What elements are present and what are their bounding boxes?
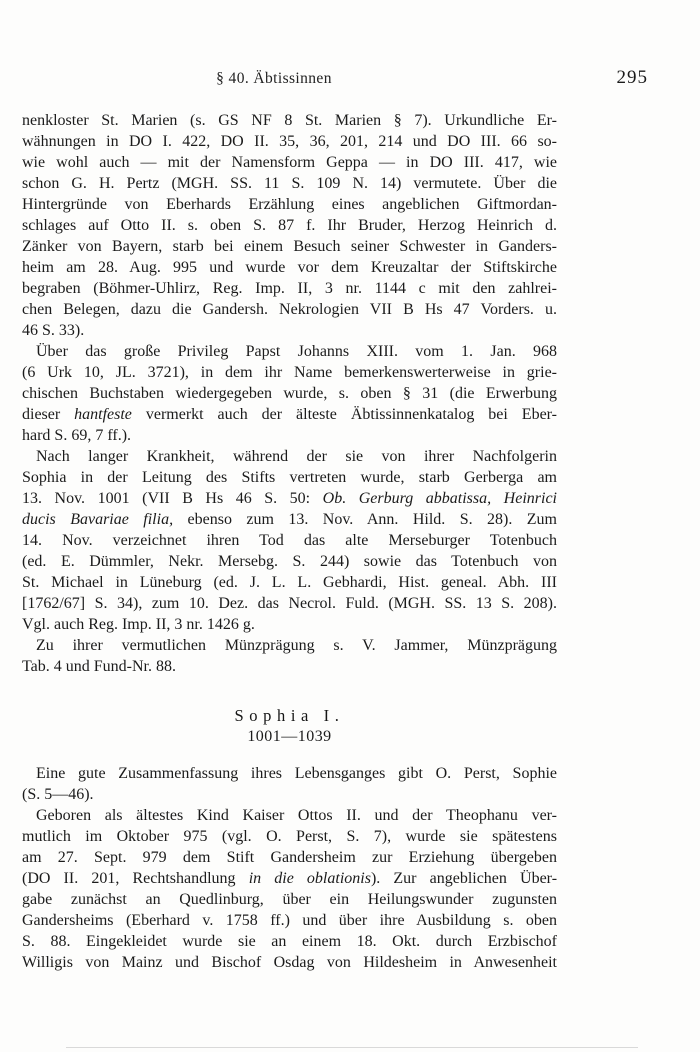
text-run: Willigis von Mainz und Bischof Osdag von Hildesheim in Anwesenheit — [22, 954, 557, 971]
text-line — [22, 110, 557, 131]
text-run: Vgl. auch Reg. Imp. II, 3 nr. 1426 g. — [22, 616, 255, 633]
text-run: ). Zur angeblichen Über- — [370, 870, 557, 887]
text-run: (6 Urk 10, JL. 3721), in dem ihr Name bemerkenswerterweise in grie- — [22, 364, 557, 381]
text-line — [22, 889, 557, 910]
text-line — [22, 826, 557, 847]
text-run: hard S. 69, 7 ff.). — [22, 427, 132, 444]
section-dates: 1001—1039 — [247, 728, 332, 745]
text-run: (DO II. 201, Rechtshandlung — [22, 870, 249, 887]
text-run: St. Michael in Lüneburg (ed. J. L. L. Gebhardi, Hist. geneal. Abh. III — [22, 574, 557, 591]
italic-run: Ob. Gerburg abbatissa, Heinrici — [322, 490, 557, 507]
paragraph — [22, 341, 557, 446]
text-run: nenkloster St. Marien (s. GS NF 8 St. Marien § 7). Urkundliche Er- — [22, 112, 557, 129]
text-line — [22, 847, 557, 868]
text-line — [22, 194, 557, 215]
text-run: 14. Nov. verzeichnet ihren Tod das alte Merseburger Totenbuch — [22, 532, 557, 549]
text-line — [22, 952, 557, 973]
italic-run: hantfeste — [74, 406, 132, 423]
text-line — [22, 656, 557, 677]
text-run: wähnungen in DO I. 422, DO II. 35, 36, 201, 214 und DO III. 66 so- — [22, 133, 557, 150]
text-line — [22, 530, 557, 551]
text-run: heim am 28. Aug. 995 und wurde vor dem Kreuzaltar der Stiftskirche — [22, 259, 557, 276]
text-line — [22, 383, 557, 404]
text-run: gabe zunächst an Quedlinburg, über ein Heilungswunder zugunsten — [22, 891, 557, 908]
text-run: schon G. H. Pertz (MGH. SS. 11 S. 109 N. 14) vermutete. Über die — [22, 175, 557, 192]
text-line — [22, 910, 557, 931]
text-run: Nach langer Krankheit, während der sie von ihrer Nachfolgerin — [36, 448, 557, 465]
text-line — [22, 488, 557, 509]
paragraph — [22, 110, 557, 341]
text-run: Über das große Privileg Papst Johanns XIII. vom 1. Jan. 968 — [36, 343, 557, 360]
page-header — [0, 67, 700, 94]
text-line — [22, 931, 557, 952]
text-line — [22, 614, 557, 635]
text-line — [22, 572, 557, 593]
text-run: schlages auf Otto II. s. oben S. 87 f. Ihr Bruder, Herzog Heinrich d. — [22, 217, 557, 234]
text-run: ebenso zum 13. Nov. Ann. Hild. S. 28). Zum — [173, 511, 557, 528]
text-line — [22, 425, 557, 446]
text-line — [22, 784, 557, 805]
page-edge-line — [66, 1047, 638, 1048]
text-line — [22, 509, 557, 530]
text-run: (S. 5—46). — [22, 786, 94, 803]
text-line — [22, 320, 557, 341]
text-run: Zu ihrer vermutlichen Münzprägung s. V. Jammer, Münzprägung — [36, 637, 557, 654]
italic-run: ducis Bavariae filia, — [22, 511, 174, 528]
text-line — [22, 635, 557, 656]
text-run: (ed. E. Dümmler, Nekr. Mersebg. S. 244) sowie das Totenbuch von — [22, 553, 557, 570]
text-run: S. 88. Eingekleidet wurde sie an einem 18. Okt. durch Erzbischof — [22, 933, 557, 950]
text-run: chen Belegen, dazu die Gandersh. Nekrologien VII B Hs 47 Vorders. u. — [22, 301, 557, 318]
text-run: vermerkt auch der älteste Äbtissinnenkatalog bei Eber- — [131, 406, 557, 423]
text-line — [22, 257, 557, 278]
page-number: 295 — [616, 67, 648, 88]
text-run: 13. Nov. 1001 (VII B Hs 46 S. 50: — [22, 490, 323, 507]
text-run: Gandersheims (Eberhard v. 1758 ff.) und über ihre Ausbildung s. oben — [22, 912, 557, 929]
text-line — [22, 467, 557, 488]
paragraph — [22, 763, 557, 805]
text-run: Geboren als ältestes Kind Kaiser Ottos II. und der Theophanu ver- — [36, 807, 557, 824]
text-line — [22, 278, 557, 299]
text-run: begraben (Böhmer-Uhlirz, Reg. Imp. II, 3 nr. 1144 c mit den zahlrei- — [22, 280, 557, 297]
text-line — [22, 362, 557, 383]
text-line — [22, 805, 557, 826]
text-line — [22, 446, 557, 467]
text-run: mutlich im Oktober 975 (vgl. O. Perst, S. 7), wurde sie spätestens — [22, 828, 557, 845]
section-title: Sophia I. — [234, 706, 345, 725]
text-run: Eine gute Zusammenfassung ihres Lebensganges gibt O. Perst, Sophie — [36, 765, 557, 782]
text-line — [22, 551, 557, 572]
section-heading — [22, 705, 557, 748]
text-run: wie wohl auch — mit der Namensform Geppa — in DO III. 417, wie — [22, 154, 557, 171]
text-run: [1762/67] S. 34), zum 10. Dez. das Necrol. Fuld. (MGH. SS. 13 S. 208). — [22, 595, 557, 612]
text-line — [22, 868, 557, 889]
text-line — [22, 173, 557, 194]
text-run: chischen Buchstaben wiedergegeben wurde, s. oben § 31 (die Erwerbung — [22, 385, 557, 402]
text-run: dieser — [22, 406, 75, 423]
text-line — [22, 404, 557, 425]
page-text — [22, 110, 557, 973]
text-line — [22, 593, 557, 614]
text-line — [22, 131, 557, 152]
text-line — [22, 341, 557, 362]
paragraph — [22, 635, 557, 677]
paragraph — [22, 805, 557, 973]
text-line — [22, 236, 557, 257]
italic-run: in die oblationis — [248, 870, 371, 887]
running-title: § 40. Äbtissinnen — [216, 70, 332, 87]
text-line — [22, 215, 557, 236]
text-line — [22, 152, 557, 173]
text-line — [22, 763, 557, 784]
text-run: am 27. Sept. 979 dem Stift Gandersheim zur Erziehung übergeben — [22, 849, 557, 866]
text-run: Hintergründe von Eberhards Erzählung eines angeblichen Giftmordan- — [22, 196, 557, 213]
text-run: Zänker von Bayern, starb bei einem Besuch seiner Schwester in Ganders- — [22, 238, 557, 255]
text-run: Sophia in der Leitung des Stifts vertreten wurde, starb Gerberga am — [22, 469, 557, 486]
text-run: 46 S. 33). — [22, 322, 85, 339]
paragraph — [22, 446, 557, 635]
text-line — [22, 299, 557, 320]
text-run: Tab. 4 und Fund-Nr. 88. — [22, 658, 176, 675]
